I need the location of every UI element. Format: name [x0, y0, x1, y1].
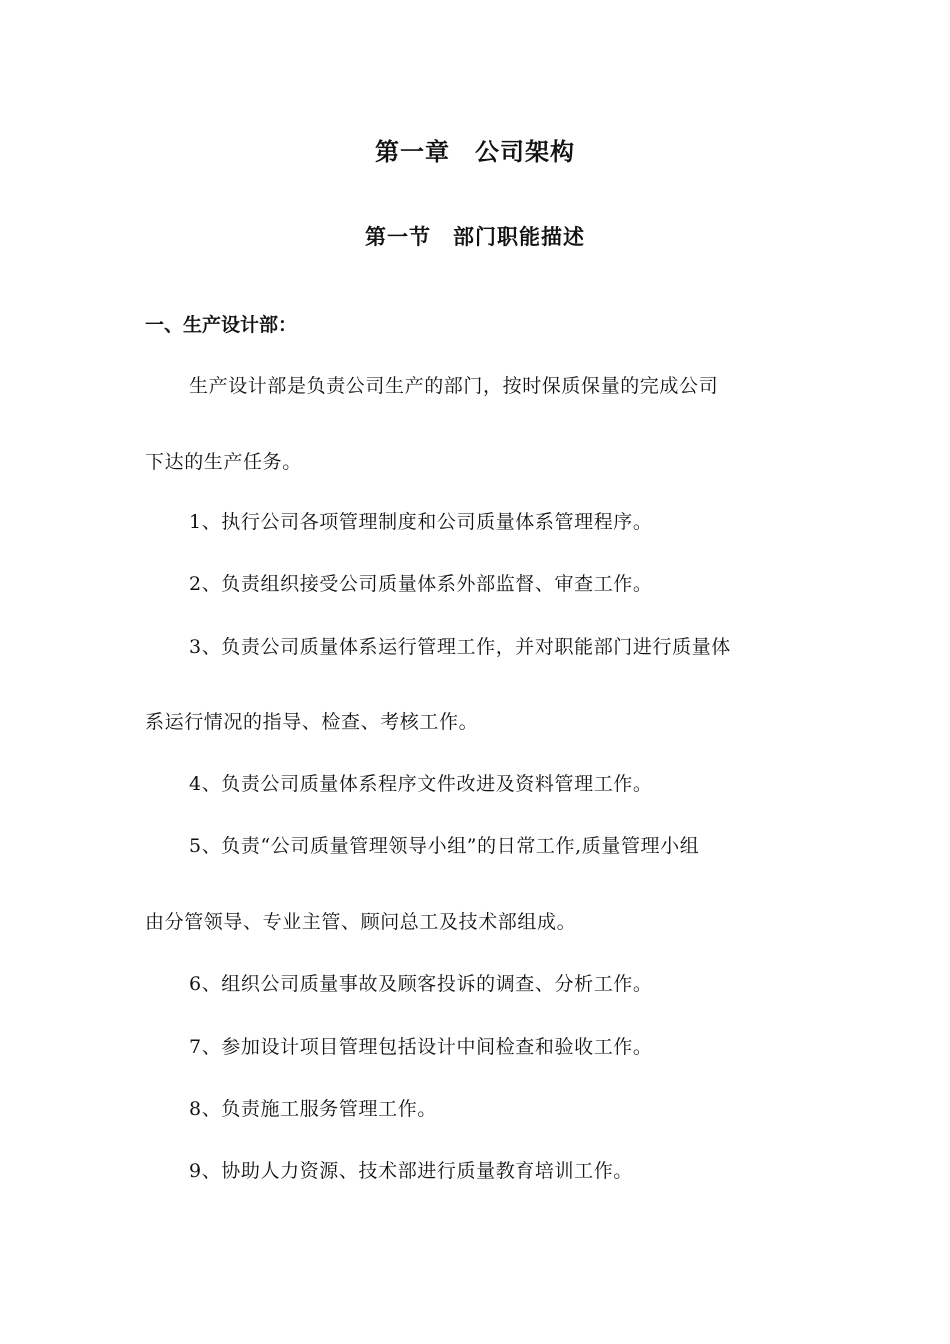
department-heading: 一、生产设计部： [145, 314, 298, 336]
duty-item-7: 7、参加设计项目管理包括设计中间检查和验收工作。 [189, 1036, 653, 1058]
duty-item-5-line-2: 由分管领导、专业主管、顾问总工及技术部组成。 [145, 911, 577, 933]
intro-paragraph-line-2: 下达的生产任务。 [145, 451, 302, 473]
section-title: 第一节 部门职能描述 [365, 225, 585, 249]
duty-item-4: 4、负责公司质量体系程序文件改进及资料管理工作。 [189, 773, 653, 795]
duty-item-3-line-1: 3、负责公司质量体系运行管理工作，并对职能部门进行质量体 [189, 636, 731, 658]
intro-paragraph-line-1: 生产设计部是负责公司生产的部门，按时保质保量的完成公司 [189, 375, 719, 397]
duty-item-6: 6、组织公司质量事故及顾客投诉的调查、分析工作。 [189, 973, 653, 995]
duty-item-2: 2、负责组织接受公司质量体系外部监督、审查工作。 [189, 573, 653, 595]
duty-item-1: 1、执行公司各项管理制度和公司质量体系管理程序。 [189, 511, 653, 533]
duty-item-3-line-2: 系运行情况的指导、检查、考核工作。 [145, 711, 479, 733]
duty-item-8: 8、负责施工服务管理工作。 [189, 1098, 437, 1120]
duty-item-5-line-1: 5、负责“公司质量管理领导小组”的日常工作,质量管理小组 [189, 835, 700, 857]
duty-item-9: 9、协助人力资源、技术部进行质量教育培训工作。 [189, 1160, 633, 1182]
chapter-title: 第一章 公司架构 [375, 138, 575, 166]
